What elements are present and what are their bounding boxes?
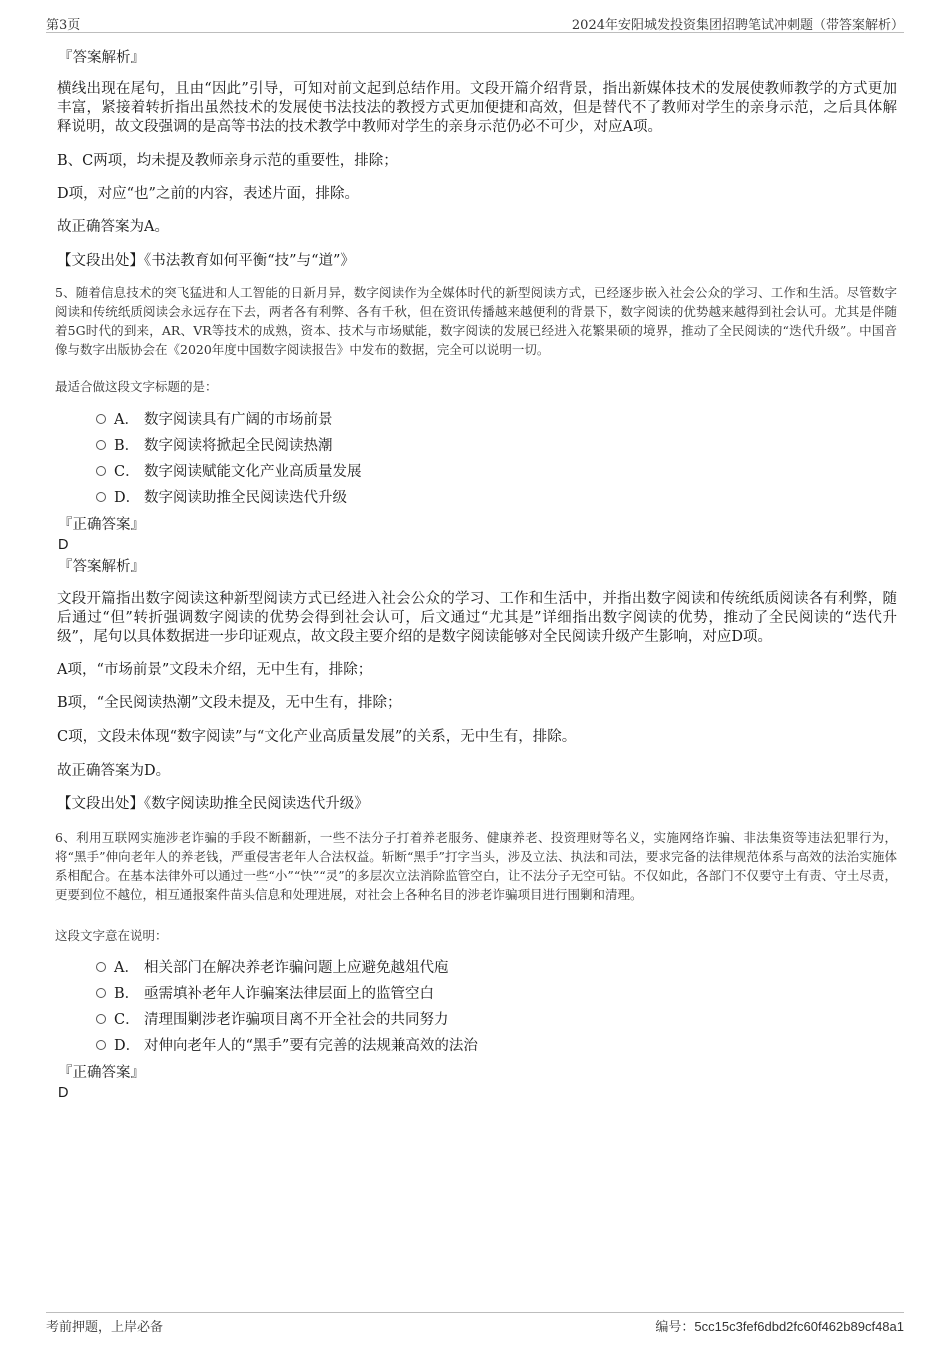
q5-analysis-label: 『答案解析』 bbox=[58, 559, 145, 575]
q5-question-text: 5、随着信息技术的突飞猛进和人工智能的日新月异，数字阅读作为全媒体时代的新型阅读方式，已经逐步嵌入社会公众的学习、工作和生活。尽管数字阅读和传统纸质阅读会永远存在下去，两者各有利弊、各有千秋，但在资讯传播越来越便利的背景下，数字阅读的优势越来越得到社会认可。尤其是伴随着5G时代的到来，AR、VR等技术的成熟，资本、技术与市场赋能，数字阅读的发展已经进入花繁果硕的境界，推动了全民阅读的“迭代升级”。中国音像与数字出版协会在《2020年度中国数字阅读报告》中发布的数据，完全可以说明一切。 bbox=[55, 285, 897, 357]
q6-answer: D bbox=[58, 1085, 69, 1101]
q4-source: 【文段出处】《书法教育如何平衡“技”与“道”》 bbox=[57, 253, 355, 269]
q5-answer: D bbox=[58, 537, 69, 553]
q6-option-a[interactable]: A． 相关部门在解决养老诈骗问题上应避免越俎代庖 bbox=[96, 958, 449, 978]
radio-icon[interactable] bbox=[96, 466, 106, 476]
radio-icon[interactable] bbox=[96, 1014, 106, 1024]
q5-option-d[interactable]: D． 数字阅读助推全民阅读迭代升级 bbox=[96, 488, 347, 508]
footer-slogan: 考前押题，上岸必备 bbox=[46, 1320, 164, 1335]
q5-option-a[interactable]: A． 数字阅读具有广阔的市场前景 bbox=[96, 410, 333, 430]
q4-analysis-main: 横线出现在尾句，且由“因此”引导，可知对前文起到总结作用。文段开篇介绍背景，指出新媒体技术的发展使教师教学的方式更加丰富，紧接着转折指出虽然技术的发展使书法技法的教授方式更加便捷和高效，但是替代不了教师对学生的亲身示范，之后具体解释说明，故文段强调的是高等书法的技术教学中教师对学生的亲身示范仍必不可少，对应A项。 bbox=[57, 81, 897, 135]
q5-option-c[interactable]: C． 数字阅读赋能文化产业高质量发展 bbox=[96, 462, 362, 482]
q4-analysis-d: D项，对应“也”之前的内容，表述片面，排除。 bbox=[57, 186, 359, 202]
document-code-label: 编号： bbox=[655, 1320, 695, 1335]
q6-option-c[interactable]: C． 清理围剿涉老诈骗项目离不开全社会的共同努力 bbox=[96, 1010, 449, 1030]
q6-option-b[interactable]: B． 亟需填补老年人诈骗案法律层面上的监管空白 bbox=[96, 984, 434, 1004]
q4-analysis-bc: B、C两项，均未提及教师亲身示范的重要性，排除； bbox=[57, 153, 398, 169]
document-code bbox=[655, 1316, 904, 1335]
radio-icon[interactable] bbox=[96, 988, 106, 998]
q6-option-d[interactable]: D． 对伸向老年人的“黑手”要有完善的法规兼高效的法治 bbox=[96, 1036, 478, 1056]
q5-analysis-a: A项，“市场前景”文段未介绍，无中生有，排除； bbox=[57, 662, 373, 678]
q6-question-prompt: 这段文字意在说明： bbox=[55, 928, 168, 943]
document-title: 2024年安阳城发投资集团招聘笔试冲刺题（带答案解析） bbox=[571, 18, 904, 33]
page-header bbox=[46, 12, 904, 33]
document-code-value: 5cc15c3fef6dbd2fc60f462b89cf48a1 bbox=[694, 1319, 904, 1334]
radio-icon[interactable] bbox=[96, 414, 106, 424]
radio-icon[interactable] bbox=[96, 1040, 106, 1050]
radio-icon[interactable] bbox=[96, 962, 106, 972]
q6-answer-label: 『正确答案』 bbox=[58, 1065, 145, 1081]
q5-answer-label: 『正确答案』 bbox=[58, 517, 145, 533]
q5-option-b[interactable]: B． 数字阅读将掀起全民阅读热潮 bbox=[96, 436, 333, 456]
q5-source: 【文段出处】《数字阅读助推全民阅读迭代升级》 bbox=[57, 796, 369, 812]
q6-question-text: 6、利用互联网实施涉老诈骗的手段不断翻新，一些不法分子打着养老服务、健康养老、投资理财等名义，实施网络诈骗、非法集资等违法犯罪行为，将“黑手”伸向老年人的养老钱，严重侵害老年人合法权益。斩断“黑手”打字当头，涉及立法、执法和司法，要求完备的法律规范体系与高效的法治实施体系相配合。在基本法律外可以通过一些“小”“快”“灵”的多层次立法消除监管空白，让不法分子无空可钻。不仅如此，各部门不仅要守土有责、守土尽责，更要到位不越位，相互通报案件苗头信息和处理进展，对社会上各种名目的涉老诈骗项目进行围剿和清理。 bbox=[55, 830, 897, 902]
q5-conclusion: 故正确答案为D。 bbox=[57, 763, 171, 779]
q5-analysis-b: B项，“全民阅读热潮”文段未提及，无中生有，排除； bbox=[57, 695, 402, 711]
q4-analysis-label: 『答案解析』 bbox=[58, 50, 145, 66]
page-footer bbox=[46, 1312, 904, 1337]
q4-conclusion: 故正确答案为A。 bbox=[57, 219, 169, 235]
radio-icon[interactable] bbox=[96, 440, 106, 450]
q5-question-prompt: 最适合做这段文字标题的是： bbox=[55, 379, 218, 394]
page-number: 第3页 bbox=[46, 18, 81, 33]
q5-analysis-c: C项，文段未体现“数字阅读”与“文化产业高质量发展”的关系，无中生有，排除。 bbox=[57, 729, 577, 745]
q5-analysis-main: 文段开篇指出数字阅读这种新型阅读方式已经进入社会公众的学习、工作和生活中，并指出数字阅读和传统纸质阅读各有利弊，随后通过“但”转折强调数字阅读的优势会得到社会认可，后文通过“尤其是”详细指出数字阅读的优势，推动了全民阅读的“迭代升级”，尾句以具体数据进一步印证观点，故文段主要介绍的是数字阅读能够对全民阅读升级产生影响，对应D项。 bbox=[57, 591, 897, 645]
radio-icon[interactable] bbox=[96, 492, 106, 502]
